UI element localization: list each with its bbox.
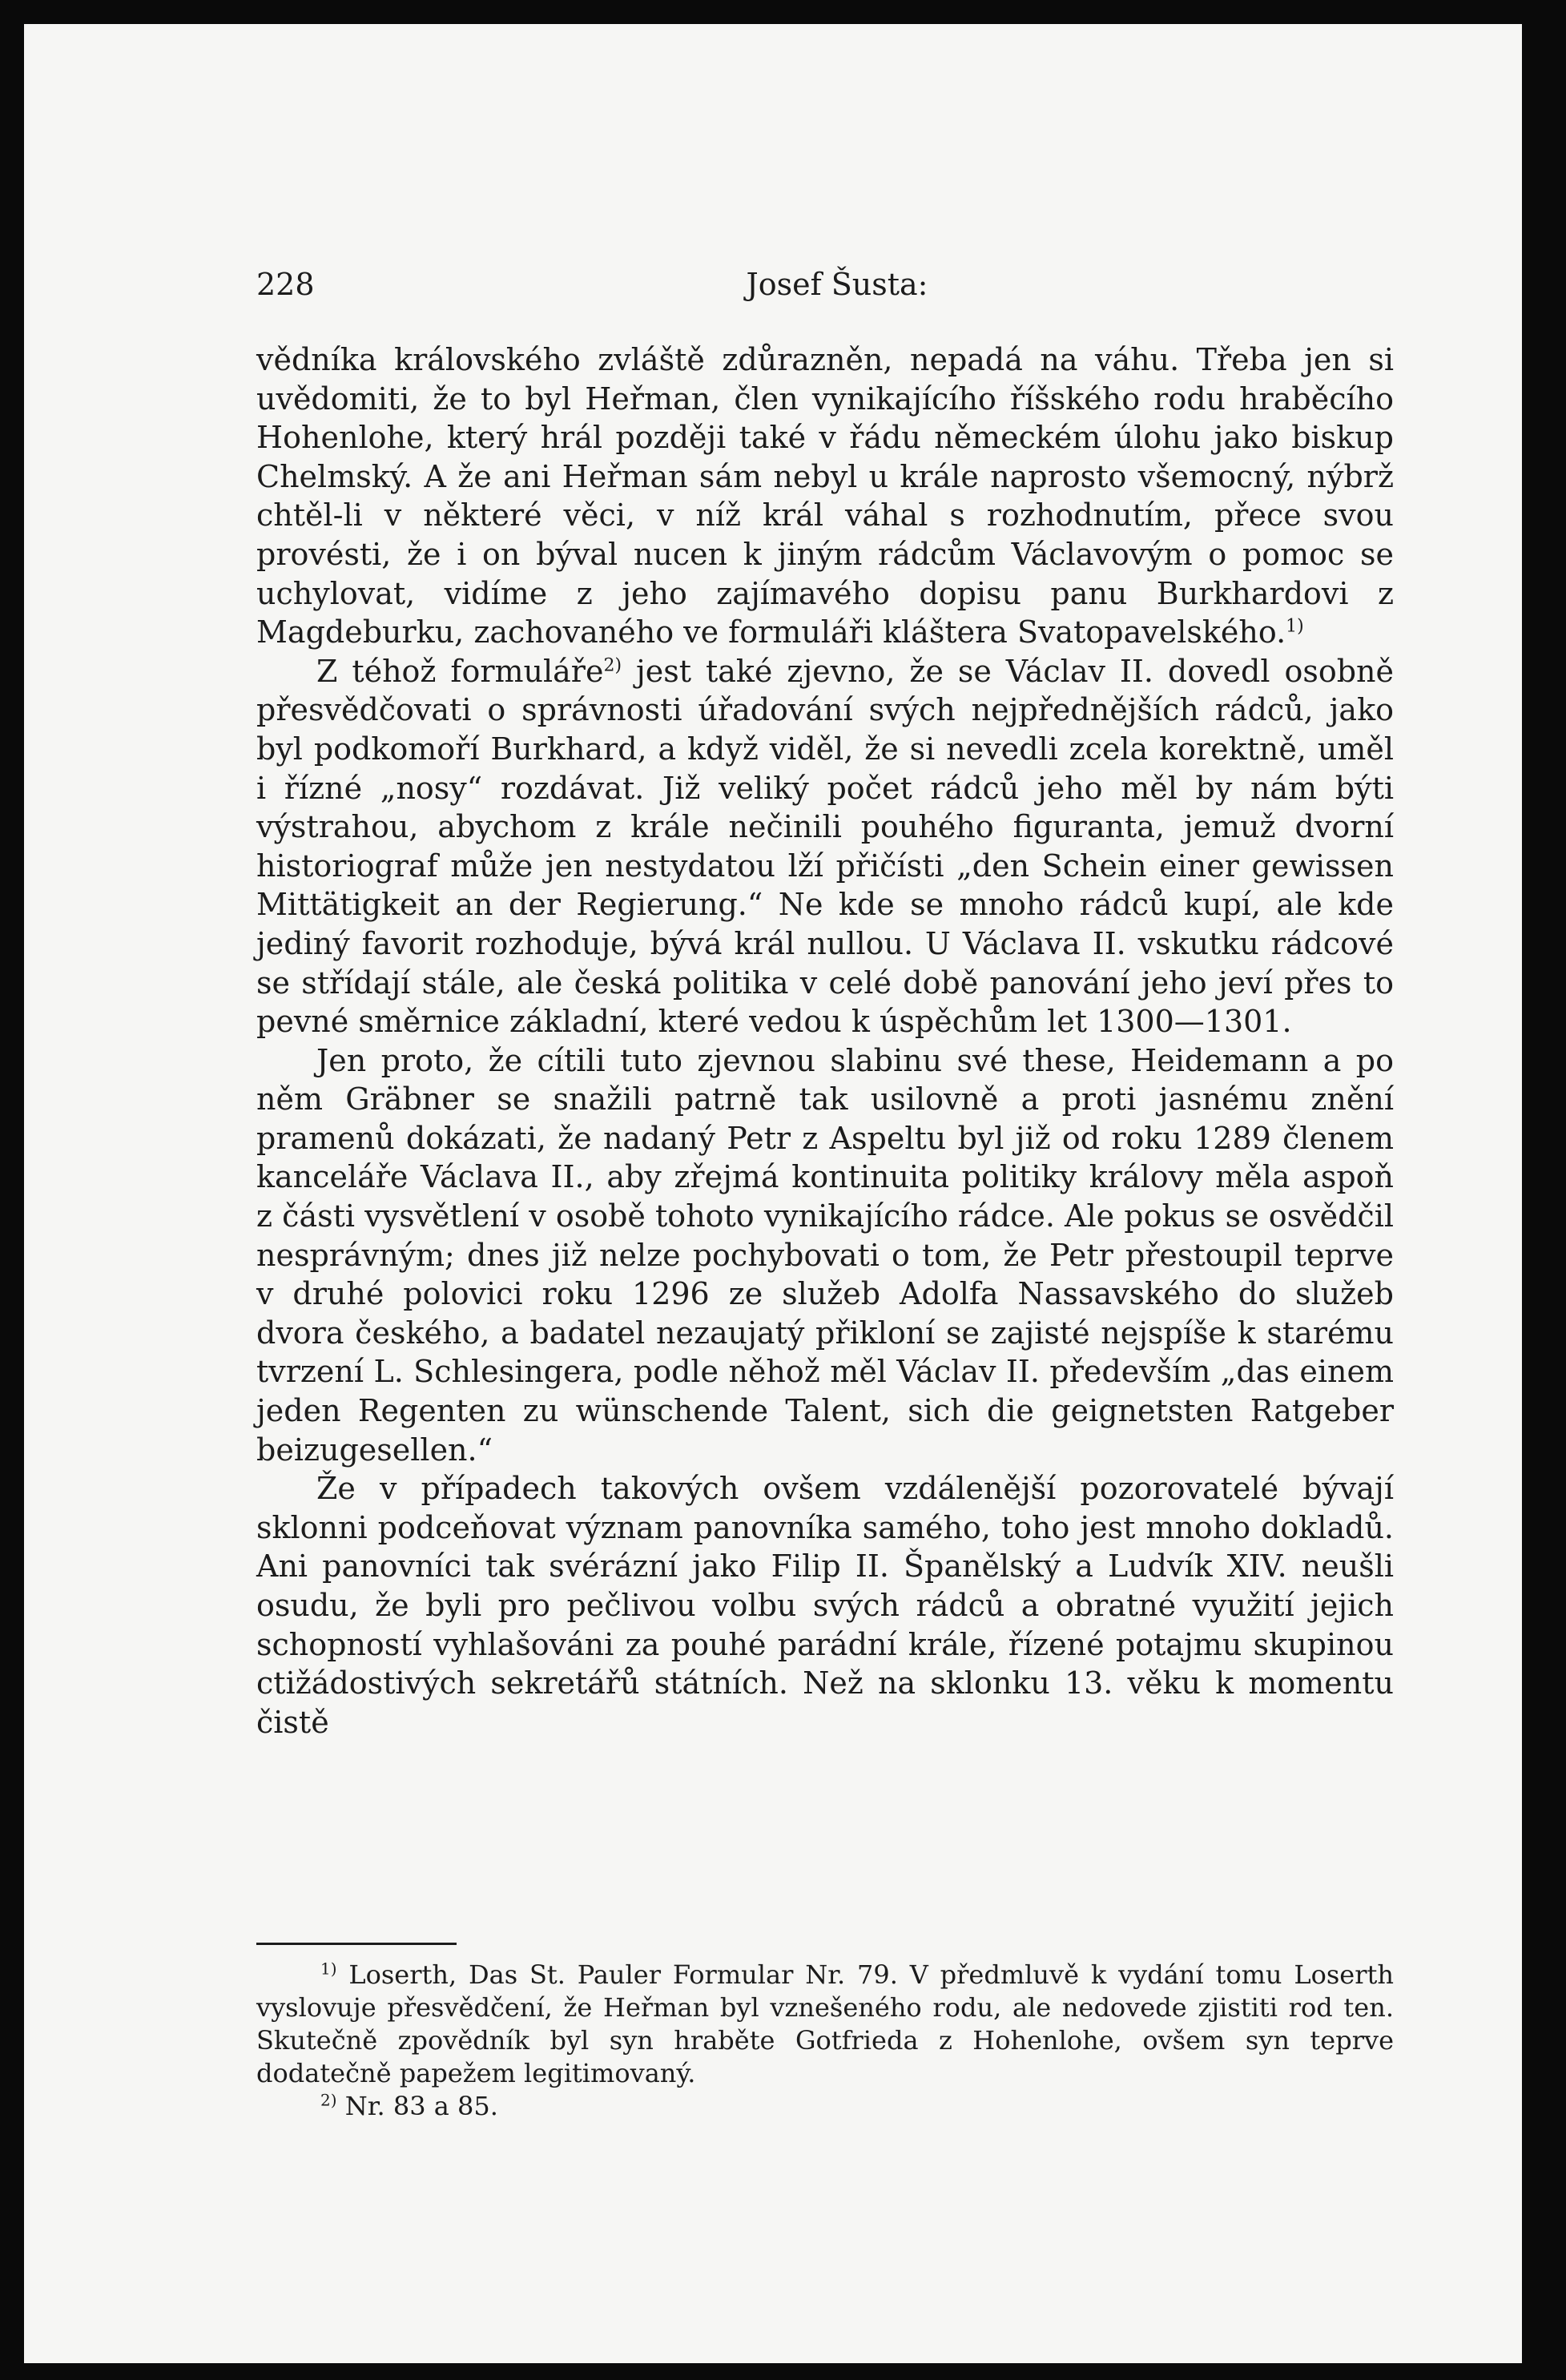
paragraph-text: Jen proto, že cítili tuto zjevnou slabinu své these, Heidemann a po něm Gräbner se snažili patrně tak usilovně a proti jasnému znění pramenů dokázati, že nadaný Petr z Aspeltu byl již od roku 1289 členem kanceláře Václava II., aby zřejmá kontinuita politiky královy měla aspoň z části vysvětlení v osobě tohoto vynikajícího rádce. Ale pokus se osvědčil nesprávným; dnes již nelze pochybovati o tom, že Petr přestoupil teprve v druhé polovici roku 1296 ze služeb Adolfa Nassavského do služeb dvora českého, a badatel nezaujatý přikloní se zajisté nejspíše k starému tvrzení L. Schlesingera, podle něhož měl Václav II. především „das einem jeden Regenten zu wünschende Talent, sich die geignetsten Ratgeber beizugesellen.“ (256, 1042, 1394, 1468)
paragraph (256, 1041, 1394, 1470)
footnote-divider (256, 1943, 457, 1945)
footnote-reference: 2) (603, 655, 622, 676)
paragraph-text: Že v případech takových ovšem vzdálenější pozorovatelé bývají sklonni podceňovat význam panovníka samého, toho jest mnoho dokladů. Ani panovníci tak svérázní jako Filip II. Španělský a Ludvík XIV. neušli osudu, že byli pro pečlivou volbu svých rádců a obratné využití jejich schopností vyhlašováni za pouhé parádní krále, řízené potajmu skupinou ctižádostivých sekretářů státních. Než na sklonku 13. věku k momentu čistě (256, 1471, 1394, 1740)
footnote (256, 2090, 1394, 2123)
paragraph-text: jest také zjevno, že se Václav II. dovedl osobně přesvědčovati o správnosti úřadování svých nejpřednějších rádců, jako byl podkomoří Burkhard, a když viděl, že si nevedli zcela korektně, uměl i řízné „nosy“ rozdávat. Již veliký počet rádců jeho měl by nám býti výstrahou, abychom z krále nečinili pouhého figuranta, jemuž dvorní historiograf může jen nestydatou lží přičísti „den Schein einer gewissen Mittätigkeit an der Regierung.“ Ne kde se mnoho rádců kupí, ale kde jediný favorit rozhoduje, bývá král nullou. U Václava II. vskutku rádcové se střídají stále, ale česká politika v celé době panování jeho jeví přes to pevné směrnice základní, které vedou k úspěchům let 1300—1301. (256, 653, 1394, 1040)
footnotes (256, 1959, 1394, 2123)
footnote-text: Nr. 83 a 85. (336, 2091, 498, 2121)
paragraph (256, 652, 1394, 1041)
paragraph (256, 340, 1394, 652)
footnote (256, 1959, 1394, 2090)
paragraph-text: vědníka královského zvláště zdůrazněn, nepadá na váhu. Třeba jen si uvědomiti, že to byl Heřman, člen vynikajícího říšského rodu hraběcího Hohenlohe, který hrál později také v řádu německém úlohu jako biskup Chelmský. A že ani Heřman sám nebyl u krále naprosto všemocný, nýbrž chtěl-li v některé věci, v níž král váhal s rozhodnutím, přece svou provésti, že i on býval nucen k jiným rádcům Václavovým o pomoc se uchylovat, vidíme z jeho zajímavého dopisu panu Burkhardovi z Magdeburku, zachovaného ve formuláři kláštera Svatopavelského. (256, 342, 1394, 650)
running-title: Josef Šusta: (746, 267, 928, 302)
footnote-reference: 1) (1286, 616, 1304, 637)
footnote-mark: 2) (320, 2090, 337, 2110)
scanned-page (24, 24, 1522, 2363)
footnote-text: Loserth, Das St. Pauler Formular Nr. 79. V předmluvě k vydání tomu Loserth vyslovuje přesvědčení, že Heřman byl vznešeného rodu, ale nedovede zjistiti rod ten. Skutečně zpovědník byl syn hraběte Gotfrieda z Hohenlohe, ovšem syn teprve dodatečně papežem legitimovaný. (256, 1959, 1394, 2088)
paragraph-text: Z téhož formuláře (316, 653, 604, 689)
footnote-mark: 1) (320, 1959, 337, 1979)
paragraph (256, 1469, 1394, 1742)
page-number: 228 (256, 267, 315, 302)
body-text (256, 340, 1394, 1742)
